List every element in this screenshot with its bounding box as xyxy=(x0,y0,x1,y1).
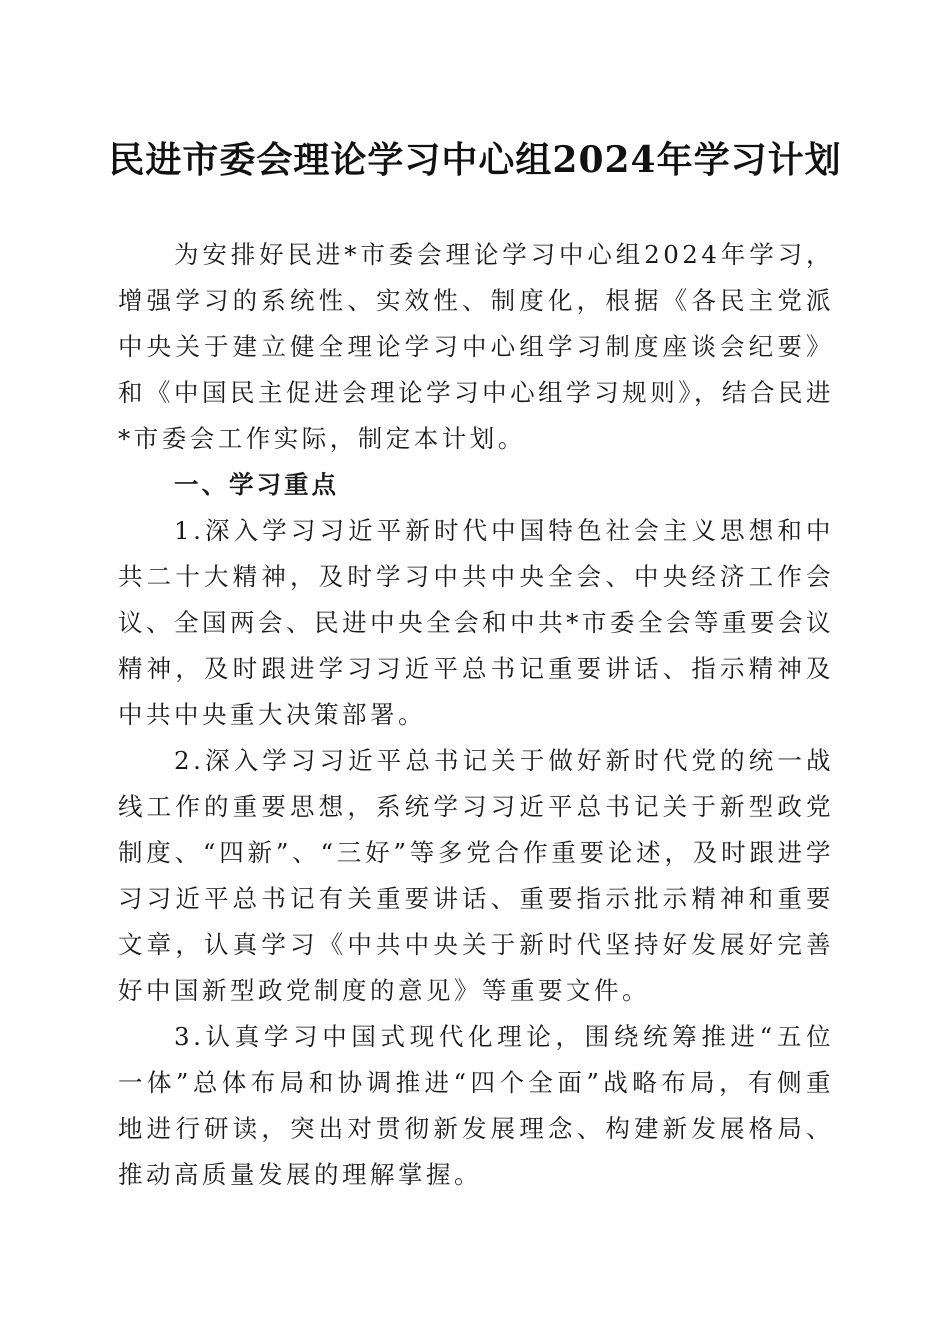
document-body xyxy=(118,232,834,1198)
study-point-1: 1.深入学习习近平新时代中国特色社会主义思想和中共二十大精神，及时学习中共中央全会、中央经济工作会议、全国两会、民进中央全会和中共*市委全会等重要会议精神，及时跟进学习习近平总书记重要讲话、指示精神及中共中央重大决策部署。 xyxy=(118,516,834,729)
study-point-3: 3.认真学习中国式现代化理论，围绕统筹推进“五位一体”总体布局和协调推进“四个全面”战略布局，有侧重地进行研读，突出对贯彻新发展理念、构建新发展格局、推动高质量发展的理解掌握。 xyxy=(118,1022,834,1189)
document-title: 民进市委会理论学习中心组2024年学习计划 xyxy=(108,139,842,181)
study-point-2: 2.深入学习习近平总书记关于做好新时代党的统一战线工作的重要思想，系统学习习近平总书记关于新型政党制度、“四新”、“三好”等多党合作重要论述，及时跟进学习习近平总书记有关重要讲话、重要指示批示精神和重要文章，认真学习《中共中央关于新时代坚持好发展好完善好中国新型政党制度的意见》等重要文件。 xyxy=(118,746,834,1005)
intro-paragraph: 为安排好民进*市委会理论学习中心组2024年学习，增强学习的系统性、实效性、制度化，根据《各民主党派中央关于建立健全理论学习中心组学习制度座谈会纪要》和《中国民主促进会理论学习中心组学习规则》，结合民进*市委会工作实际，制定本计划。 xyxy=(118,240,834,453)
section-heading: 一、学习重点 xyxy=(174,470,339,499)
